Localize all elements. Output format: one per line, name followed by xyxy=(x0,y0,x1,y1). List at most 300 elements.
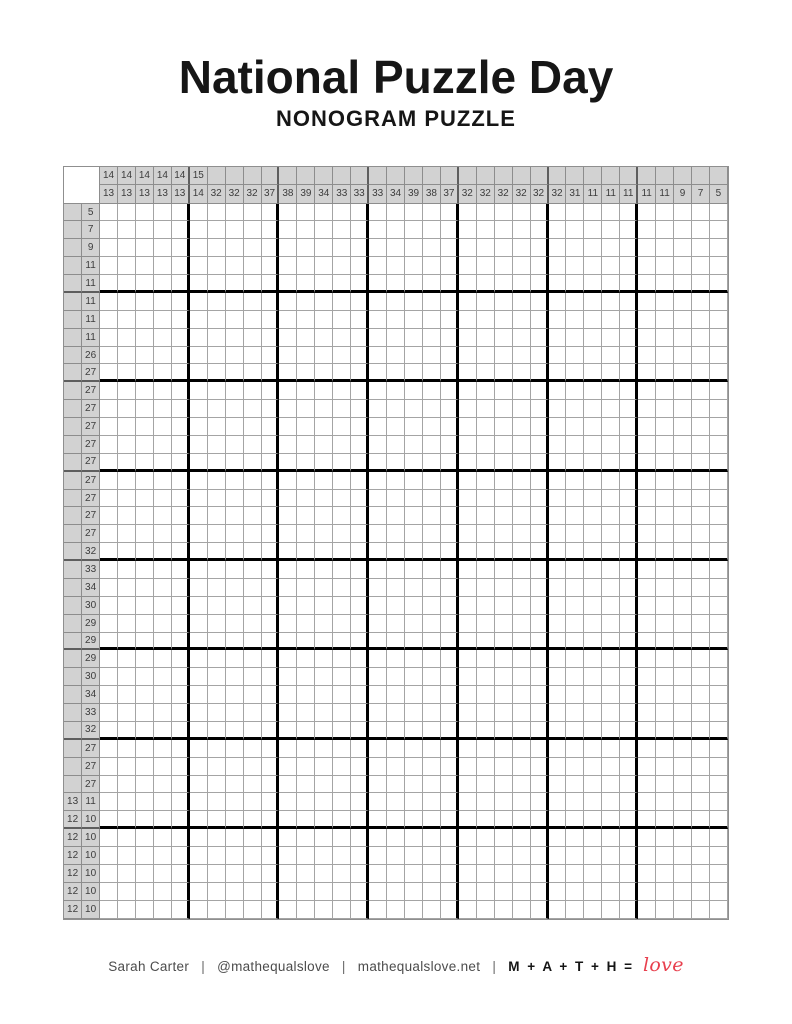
grid-cell[interactable] xyxy=(190,847,208,865)
grid-cell[interactable] xyxy=(262,561,280,579)
grid-cell[interactable] xyxy=(333,686,351,704)
grid-cell[interactable] xyxy=(369,561,387,579)
grid-cell[interactable] xyxy=(638,204,656,222)
grid-cell[interactable] xyxy=(369,436,387,454)
grid-cell[interactable] xyxy=(297,561,315,579)
grid-cell[interactable] xyxy=(459,883,477,901)
grid-cell[interactable] xyxy=(244,793,262,811)
grid-cell[interactable] xyxy=(244,436,262,454)
grid-cell[interactable] xyxy=(602,347,620,365)
grid-cell[interactable] xyxy=(154,239,172,257)
grid-cell[interactable] xyxy=(262,436,280,454)
grid-cell[interactable] xyxy=(620,490,638,508)
grid-cell[interactable] xyxy=(513,418,531,436)
grid-cell[interactable] xyxy=(226,454,244,472)
grid-cell[interactable] xyxy=(710,579,728,597)
grid-cell[interactable] xyxy=(208,847,226,865)
grid-cell[interactable] xyxy=(208,633,226,651)
grid-cell[interactable] xyxy=(620,454,638,472)
grid-cell[interactable] xyxy=(602,239,620,257)
grid-cell[interactable] xyxy=(315,668,333,686)
grid-cell[interactable] xyxy=(405,686,423,704)
grid-cell[interactable] xyxy=(172,347,190,365)
grid-cell[interactable] xyxy=(262,579,280,597)
grid-cell[interactable] xyxy=(244,686,262,704)
grid-cell[interactable] xyxy=(459,525,477,543)
grid-cell[interactable] xyxy=(656,650,674,668)
grid-cell[interactable] xyxy=(584,811,602,829)
grid-cell[interactable] xyxy=(208,454,226,472)
grid-cell[interactable] xyxy=(602,811,620,829)
grid-cell[interactable] xyxy=(495,579,513,597)
grid-cell[interactable] xyxy=(118,221,136,239)
grid-cell[interactable] xyxy=(262,668,280,686)
grid-cell[interactable] xyxy=(315,847,333,865)
grid-cell[interactable] xyxy=(315,293,333,311)
grid-cell[interactable] xyxy=(154,507,172,525)
grid-cell[interactable] xyxy=(262,204,280,222)
grid-cell[interactable] xyxy=(226,311,244,329)
grid-cell[interactable] xyxy=(279,347,297,365)
grid-cell[interactable] xyxy=(441,776,459,794)
grid-cell[interactable] xyxy=(441,668,459,686)
grid-cell[interactable] xyxy=(477,740,495,758)
grid-cell[interactable] xyxy=(154,221,172,239)
grid-cell[interactable] xyxy=(100,543,118,561)
grid-cell[interactable] xyxy=(584,865,602,883)
grid-cell[interactable] xyxy=(549,454,567,472)
grid-cell[interactable] xyxy=(638,740,656,758)
grid-cell[interactable] xyxy=(620,400,638,418)
grid-cell[interactable] xyxy=(423,633,441,651)
grid-cell[interactable] xyxy=(154,829,172,847)
grid-cell[interactable] xyxy=(262,400,280,418)
grid-cell[interactable] xyxy=(477,490,495,508)
grid-cell[interactable] xyxy=(513,758,531,776)
grid-cell[interactable] xyxy=(208,722,226,740)
grid-cell[interactable] xyxy=(136,221,154,239)
grid-cell[interactable] xyxy=(620,204,638,222)
grid-cell[interactable] xyxy=(584,615,602,633)
grid-cell[interactable] xyxy=(172,668,190,686)
grid-cell[interactable] xyxy=(279,364,297,382)
grid-cell[interactable] xyxy=(566,686,584,704)
grid-cell[interactable] xyxy=(405,239,423,257)
grid-cell[interactable] xyxy=(387,525,405,543)
grid-cell[interactable] xyxy=(423,704,441,722)
grid-cell[interactable] xyxy=(172,525,190,543)
grid-cell[interactable] xyxy=(351,329,369,347)
grid-cell[interactable] xyxy=(315,829,333,847)
grid-cell[interactable] xyxy=(118,525,136,543)
grid-cell[interactable] xyxy=(423,561,441,579)
grid-cell[interactable] xyxy=(710,865,728,883)
grid-cell[interactable] xyxy=(477,883,495,901)
grid-cell[interactable] xyxy=(136,883,154,901)
grid-cell[interactable] xyxy=(405,829,423,847)
grid-cell[interactable] xyxy=(710,418,728,436)
grid-cell[interactable] xyxy=(100,758,118,776)
grid-cell[interactable] xyxy=(172,275,190,293)
grid-cell[interactable] xyxy=(692,633,710,651)
grid-cell[interactable] xyxy=(531,329,549,347)
grid-cell[interactable] xyxy=(387,901,405,919)
grid-cell[interactable] xyxy=(513,382,531,400)
grid-cell[interactable] xyxy=(495,561,513,579)
grid-cell[interactable] xyxy=(441,257,459,275)
grid-cell[interactable] xyxy=(315,901,333,919)
grid-cell[interactable] xyxy=(315,615,333,633)
grid-cell[interactable] xyxy=(136,472,154,490)
grid-cell[interactable] xyxy=(118,257,136,275)
grid-cell[interactable] xyxy=(100,722,118,740)
grid-cell[interactable] xyxy=(154,579,172,597)
grid-cell[interactable] xyxy=(566,668,584,686)
grid-cell[interactable] xyxy=(262,490,280,508)
grid-cell[interactable] xyxy=(441,507,459,525)
grid-cell[interactable] xyxy=(423,454,441,472)
grid-cell[interactable] xyxy=(208,311,226,329)
grid-cell[interactable] xyxy=(584,668,602,686)
grid-cell[interactable] xyxy=(566,901,584,919)
grid-cell[interactable] xyxy=(154,525,172,543)
grid-cell[interactable] xyxy=(244,275,262,293)
grid-cell[interactable] xyxy=(172,811,190,829)
grid-cell[interactable] xyxy=(441,901,459,919)
grid-cell[interactable] xyxy=(495,507,513,525)
grid-cell[interactable] xyxy=(656,400,674,418)
grid-cell[interactable] xyxy=(351,311,369,329)
grid-cell[interactable] xyxy=(154,865,172,883)
grid-cell[interactable] xyxy=(333,507,351,525)
grid-cell[interactable] xyxy=(495,793,513,811)
grid-cell[interactable] xyxy=(584,883,602,901)
grid-cell[interactable] xyxy=(351,704,369,722)
grid-cell[interactable] xyxy=(333,347,351,365)
grid-cell[interactable] xyxy=(118,704,136,722)
grid-cell[interactable] xyxy=(369,204,387,222)
grid-cell[interactable] xyxy=(441,811,459,829)
grid-cell[interactable] xyxy=(584,221,602,239)
grid-cell[interactable] xyxy=(638,793,656,811)
grid-cell[interactable] xyxy=(495,901,513,919)
grid-cell[interactable] xyxy=(351,561,369,579)
grid-cell[interactable] xyxy=(692,704,710,722)
grid-cell[interactable] xyxy=(692,650,710,668)
grid-cell[interactable] xyxy=(387,329,405,347)
grid-cell[interactable] xyxy=(459,650,477,668)
grid-cell[interactable] xyxy=(602,311,620,329)
grid-cell[interactable] xyxy=(477,525,495,543)
grid-cell[interactable] xyxy=(208,829,226,847)
grid-cell[interactable] xyxy=(692,221,710,239)
grid-cell[interactable] xyxy=(566,597,584,615)
grid-cell[interactable] xyxy=(351,650,369,668)
grid-cell[interactable] xyxy=(154,418,172,436)
grid-cell[interactable] xyxy=(387,668,405,686)
grid-cell[interactable] xyxy=(136,418,154,436)
grid-cell[interactable] xyxy=(423,329,441,347)
grid-cell[interactable] xyxy=(692,275,710,293)
grid-cell[interactable] xyxy=(262,686,280,704)
grid-cell[interactable] xyxy=(369,865,387,883)
grid-cell[interactable] xyxy=(602,865,620,883)
grid-cell[interactable] xyxy=(441,347,459,365)
grid-cell[interactable] xyxy=(477,686,495,704)
grid-cell[interactable] xyxy=(477,221,495,239)
grid-cell[interactable] xyxy=(351,633,369,651)
grid-cell[interactable] xyxy=(692,847,710,865)
grid-cell[interactable] xyxy=(674,686,692,704)
grid-cell[interactable] xyxy=(495,650,513,668)
grid-cell[interactable] xyxy=(405,740,423,758)
grid-cell[interactable] xyxy=(513,311,531,329)
grid-cell[interactable] xyxy=(244,239,262,257)
grid-cell[interactable] xyxy=(710,204,728,222)
grid-cell[interactable] xyxy=(710,454,728,472)
grid-cell[interactable] xyxy=(226,776,244,794)
grid-cell[interactable] xyxy=(100,382,118,400)
grid-cell[interactable] xyxy=(297,668,315,686)
grid-cell[interactable] xyxy=(279,311,297,329)
grid-cell[interactable] xyxy=(495,311,513,329)
grid-cell[interactable] xyxy=(495,329,513,347)
grid-cell[interactable] xyxy=(566,436,584,454)
grid-cell[interactable] xyxy=(405,382,423,400)
grid-cell[interactable] xyxy=(154,686,172,704)
grid-cell[interactable] xyxy=(620,811,638,829)
grid-cell[interactable] xyxy=(584,561,602,579)
grid-cell[interactable] xyxy=(459,668,477,686)
grid-cell[interactable] xyxy=(172,436,190,454)
grid-cell[interactable] xyxy=(154,615,172,633)
grid-cell[interactable] xyxy=(172,740,190,758)
grid-cell[interactable] xyxy=(297,686,315,704)
grid-cell[interactable] xyxy=(423,829,441,847)
grid-cell[interactable] xyxy=(369,454,387,472)
grid-cell[interactable] xyxy=(100,615,118,633)
grid-cell[interactable] xyxy=(369,776,387,794)
grid-cell[interactable] xyxy=(118,436,136,454)
grid-cell[interactable] xyxy=(172,490,190,508)
grid-cell[interactable] xyxy=(549,275,567,293)
grid-cell[interactable] xyxy=(602,204,620,222)
grid-cell[interactable] xyxy=(333,293,351,311)
grid-cell[interactable] xyxy=(244,490,262,508)
grid-cell[interactable] xyxy=(190,454,208,472)
grid-cell[interactable] xyxy=(692,418,710,436)
grid-cell[interactable] xyxy=(441,561,459,579)
grid-cell[interactable] xyxy=(136,436,154,454)
grid-cell[interactable] xyxy=(710,507,728,525)
grid-cell[interactable] xyxy=(531,239,549,257)
grid-cell[interactable] xyxy=(279,221,297,239)
grid-cell[interactable] xyxy=(549,239,567,257)
grid-cell[interactable] xyxy=(369,400,387,418)
grid-cell[interactable] xyxy=(387,615,405,633)
grid-cell[interactable] xyxy=(100,347,118,365)
grid-cell[interactable] xyxy=(208,865,226,883)
grid-cell[interactable] xyxy=(100,257,118,275)
grid-cell[interactable] xyxy=(279,883,297,901)
grid-cell[interactable] xyxy=(262,311,280,329)
grid-cell[interactable] xyxy=(495,847,513,865)
grid-cell[interactable] xyxy=(262,472,280,490)
grid-cell[interactable] xyxy=(100,668,118,686)
grid-cell[interactable] xyxy=(172,418,190,436)
grid-cell[interactable] xyxy=(279,704,297,722)
grid-cell[interactable] xyxy=(674,221,692,239)
grid-cell[interactable] xyxy=(136,311,154,329)
grid-cell[interactable] xyxy=(602,400,620,418)
grid-cell[interactable] xyxy=(620,525,638,543)
grid-cell[interactable] xyxy=(620,221,638,239)
grid-cell[interactable] xyxy=(423,650,441,668)
grid-cell[interactable] xyxy=(531,776,549,794)
grid-cell[interactable] xyxy=(244,615,262,633)
grid-cell[interactable] xyxy=(710,847,728,865)
grid-cell[interactable] xyxy=(423,847,441,865)
grid-cell[interactable] xyxy=(459,221,477,239)
grid-cell[interactable] xyxy=(315,811,333,829)
grid-cell[interactable] xyxy=(297,311,315,329)
grid-cell[interactable] xyxy=(226,740,244,758)
grid-cell[interactable] xyxy=(602,561,620,579)
grid-cell[interactable] xyxy=(584,758,602,776)
grid-cell[interactable] xyxy=(315,865,333,883)
grid-cell[interactable] xyxy=(172,221,190,239)
grid-cell[interactable] xyxy=(620,418,638,436)
grid-cell[interactable] xyxy=(136,275,154,293)
grid-cell[interactable] xyxy=(477,597,495,615)
grid-cell[interactable] xyxy=(531,507,549,525)
grid-cell[interactable] xyxy=(369,311,387,329)
grid-cell[interactable] xyxy=(549,901,567,919)
grid-cell[interactable] xyxy=(136,668,154,686)
grid-cell[interactable] xyxy=(262,454,280,472)
grid-cell[interactable] xyxy=(459,722,477,740)
grid-cell[interactable] xyxy=(226,865,244,883)
grid-cell[interactable] xyxy=(674,454,692,472)
grid-cell[interactable] xyxy=(584,686,602,704)
grid-cell[interactable] xyxy=(423,204,441,222)
grid-cell[interactable] xyxy=(208,257,226,275)
grid-cell[interactable] xyxy=(459,776,477,794)
grid-cell[interactable] xyxy=(602,382,620,400)
grid-cell[interactable] xyxy=(477,347,495,365)
grid-cell[interactable] xyxy=(477,847,495,865)
grid-cell[interactable] xyxy=(172,597,190,615)
grid-cell[interactable] xyxy=(118,740,136,758)
grid-cell[interactable] xyxy=(459,615,477,633)
grid-cell[interactable] xyxy=(297,472,315,490)
grid-cell[interactable] xyxy=(674,418,692,436)
grid-cell[interactable] xyxy=(369,615,387,633)
grid-cell[interactable] xyxy=(549,722,567,740)
grid-cell[interactable] xyxy=(244,811,262,829)
grid-cell[interactable] xyxy=(333,668,351,686)
grid-cell[interactable] xyxy=(620,364,638,382)
grid-cell[interactable] xyxy=(602,364,620,382)
grid-cell[interactable] xyxy=(244,847,262,865)
grid-cell[interactable] xyxy=(262,525,280,543)
grid-cell[interactable] xyxy=(369,722,387,740)
grid-cell[interactable] xyxy=(674,239,692,257)
grid-cell[interactable] xyxy=(405,418,423,436)
grid-cell[interactable] xyxy=(369,507,387,525)
grid-cell[interactable] xyxy=(674,204,692,222)
grid-cell[interactable] xyxy=(118,597,136,615)
grid-cell[interactable] xyxy=(495,275,513,293)
grid-cell[interactable] xyxy=(549,221,567,239)
grid-cell[interactable] xyxy=(710,811,728,829)
grid-cell[interactable] xyxy=(513,883,531,901)
grid-cell[interactable] xyxy=(477,507,495,525)
grid-cell[interactable] xyxy=(172,329,190,347)
grid-cell[interactable] xyxy=(531,382,549,400)
grid-cell[interactable] xyxy=(333,400,351,418)
grid-cell[interactable] xyxy=(549,847,567,865)
grid-cell[interactable] xyxy=(459,829,477,847)
grid-cell[interactable] xyxy=(333,275,351,293)
grid-cell[interactable] xyxy=(656,472,674,490)
grid-cell[interactable] xyxy=(244,829,262,847)
grid-cell[interactable] xyxy=(710,597,728,615)
grid-cell[interactable] xyxy=(459,275,477,293)
grid-cell[interactable] xyxy=(584,436,602,454)
grid-cell[interactable] xyxy=(262,382,280,400)
grid-cell[interactable] xyxy=(638,472,656,490)
grid-cell[interactable] xyxy=(279,811,297,829)
grid-cell[interactable] xyxy=(531,650,549,668)
grid-cell[interactable] xyxy=(244,722,262,740)
grid-cell[interactable] xyxy=(172,400,190,418)
grid-cell[interactable] xyxy=(459,329,477,347)
grid-cell[interactable] xyxy=(244,472,262,490)
grid-cell[interactable] xyxy=(531,400,549,418)
grid-cell[interactable] xyxy=(710,257,728,275)
grid-cell[interactable] xyxy=(118,758,136,776)
grid-cell[interactable] xyxy=(459,454,477,472)
grid-cell[interactable] xyxy=(262,347,280,365)
grid-cell[interactable] xyxy=(566,811,584,829)
grid-cell[interactable] xyxy=(549,650,567,668)
grid-cell[interactable] xyxy=(638,883,656,901)
grid-cell[interactable] xyxy=(710,758,728,776)
grid-cell[interactable] xyxy=(638,275,656,293)
grid-cell[interactable] xyxy=(297,740,315,758)
grid-cell[interactable] xyxy=(190,704,208,722)
grid-cell[interactable] xyxy=(226,704,244,722)
grid-cell[interactable] xyxy=(423,811,441,829)
grid-cell[interactable] xyxy=(100,740,118,758)
grid-cell[interactable] xyxy=(584,543,602,561)
grid-cell[interactable] xyxy=(190,311,208,329)
grid-cell[interactable] xyxy=(602,704,620,722)
grid-cell[interactable] xyxy=(351,275,369,293)
grid-cell[interactable] xyxy=(513,650,531,668)
grid-cell[interactable] xyxy=(118,275,136,293)
grid-cell[interactable] xyxy=(566,221,584,239)
grid-cell[interactable] xyxy=(226,347,244,365)
grid-cell[interactable] xyxy=(692,329,710,347)
grid-cell[interactable] xyxy=(315,597,333,615)
grid-cell[interactable] xyxy=(710,901,728,919)
grid-cell[interactable] xyxy=(100,901,118,919)
grid-cell[interactable] xyxy=(405,507,423,525)
grid-cell[interactable] xyxy=(584,364,602,382)
grid-cell[interactable] xyxy=(405,722,423,740)
